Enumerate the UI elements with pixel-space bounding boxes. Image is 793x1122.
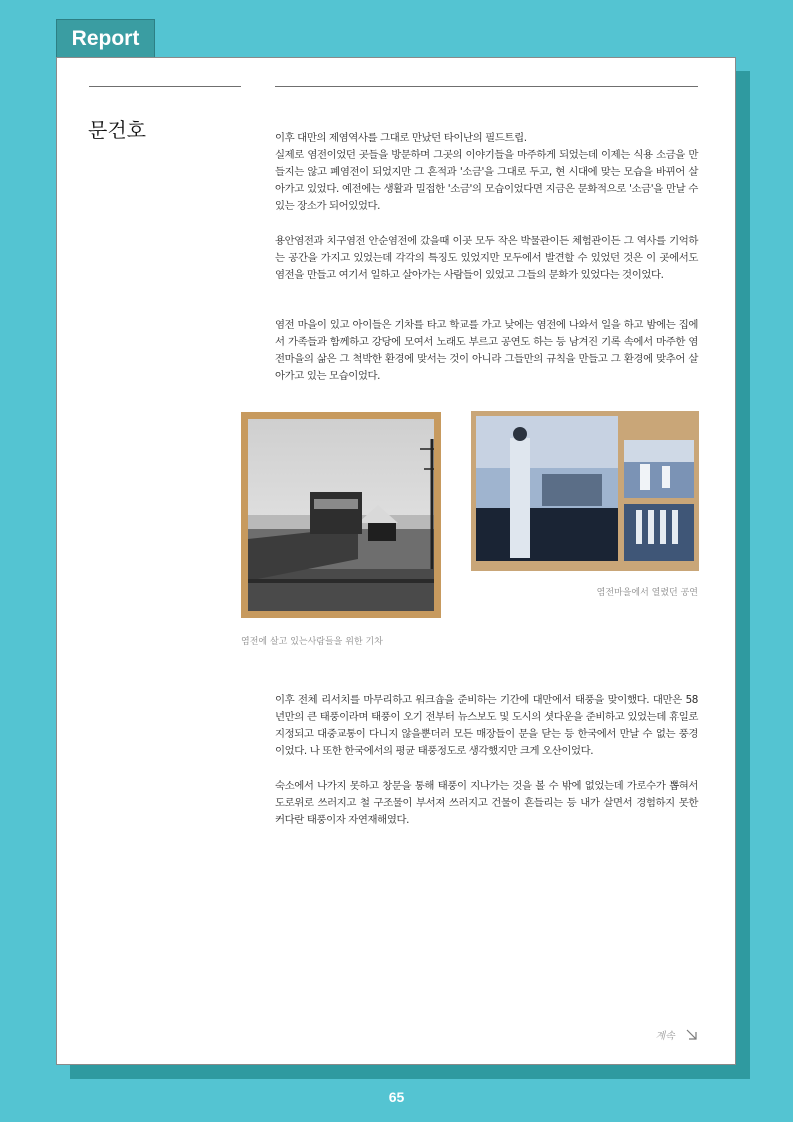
arrow-down-right-icon (686, 1029, 697, 1043)
report-tab: Report (56, 19, 155, 57)
continue-label: 계속 (655, 1031, 675, 1042)
paragraph-5: 숙소에서 나가지 못하고 창문을 통해 태풍이 지나가는 것을 볼 수 밖에 없었는데 가로수가 뽑혀서 도로위로 쓰러지고 철 구조물이 부서져 쓰러지고 건물이 흔들리는 등 내가 살면서 경험하지 못한 커다란 태풍이자 자연재해였다. (275, 780, 698, 826)
train-photo-caption: 염전에 살고 있는사람들을 위한 기차 (241, 637, 383, 647)
performance-photo (471, 411, 699, 571)
paragraph-2: 용안염전과 치구염전 안순염전에 갔을때 이곳 모두 작은 박물관이든 체험관이든 그 역사를 기억하는 공간을 가지고 있었는데 각각의 특징도 있었지만 모두에서 발견할 수 있었던 것은 이 곳에서도 염전을 만들고 여기서 일하고 살아가는 사람들이 있었고 그들의 문화가 있었다는 것이었다. (275, 235, 698, 281)
performance-photo-caption: 염전마을에서 열렸던 공연 (596, 588, 698, 598)
performance-photo-image (476, 416, 694, 566)
paragraph-3: 염전 마을이 있고 아이들은 기차를 타고 학교를 가고 낮에는 염전에 나와서 일을 하고 밤에는 집에서 가족들과 함께하고 강당에 모여서 노래도 부르고 공연도 하는 등 남겨진 기록 속에서 마주한 염전마을의 삶은 그 척박한 환경에 맞서는 것이 아니라 그들만의 규칙을 만들고 그 환경에 맞추어 살아가고 있는 모습이었다. (275, 319, 698, 382)
train-photo (241, 412, 441, 618)
continue-indicator (655, 1027, 697, 1043)
content-rule (275, 86, 698, 87)
paragraph-1: 이후 대만의 제염역사를 그대로 만났던 타이난의 필드트립. 실제로 염전이었던 곳들을 방문하며 그곳의 이야기들을 마주하게 되었는데 이제는 식용 소금을 만들지는 않고 폐염전이 되었지만 그 흔적과 '소금'을 그대로 두고, 현 시대에 맞는 모습을 바뀌어 살아가고 있었다. 예전에는 생활과 밀접한 '소금'의 모습이었다면 지금은 문화적으로 '소금'을 만날 수 있는 장소가 되어있었다. (275, 132, 698, 212)
train-photo-image (248, 419, 434, 611)
author-rule (89, 86, 241, 87)
page-number: 65 (388, 1089, 405, 1105)
author-name: 문건호 (88, 118, 146, 142)
paragraph-4: 이후 전체 리서치를 마무리하고 워크숍을 준비하는 기간에 대만에서 태풍을 맞이했다. 대만은 58년만의 큰 태풍이라며 태풍이 오기 전부터 뉴스보도 및 도시의 셧다운을 준비하고 있었는데 휴일로 지정되고 대중교통이 다니지 않을뿐더러 모든 매장들이 문을 닫는 등 한국에서 만날 수 없는 풍경이었다. 나 또한 한국에서의 평균 태풍정도로 생각했지만 크게 오산이었다. (275, 694, 698, 757)
